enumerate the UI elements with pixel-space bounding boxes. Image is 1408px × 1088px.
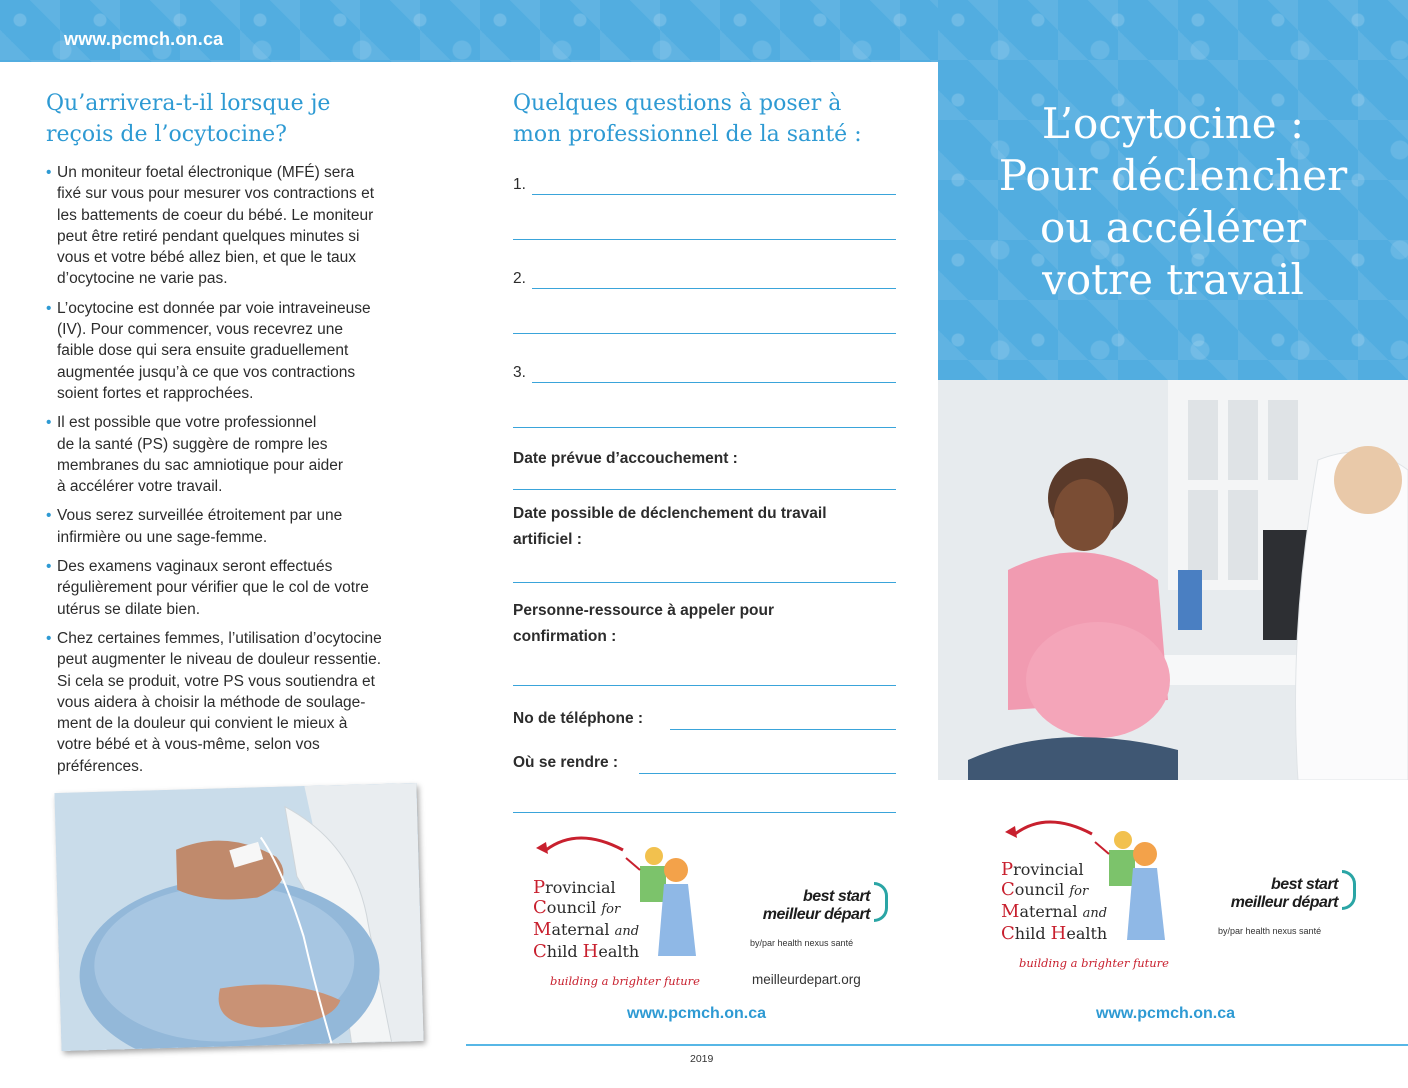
question-1-line-b[interactable] [513, 239, 896, 240]
heading-line: mon professionnel de la santé : [513, 122, 862, 147]
bullet-line: utérus se dilate bien. [57, 600, 201, 618]
pcmch-rest: ealth [1066, 924, 1108, 943]
induction-date-label [513, 501, 913, 553]
top-banner [0, 0, 938, 62]
pcmch-small: and [614, 924, 640, 939]
pcmch-cap: H [1050, 923, 1067, 944]
pcmch-rest: rovincial [545, 878, 616, 897]
bullet-line: votre bébé et à vous-même, selon vos [57, 736, 320, 754]
contact-person-label [513, 598, 913, 650]
cover-title-line: votre travail [1042, 255, 1304, 304]
bullet-line: Vous serez surveillée étroitement par une [57, 507, 343, 525]
heading-line: reçois de l’ocytocine? [46, 122, 287, 147]
bullet-line: Si cela se produit, votre PS vous soutiendra et [57, 672, 375, 690]
bullet-line: L’ocytocine est donnée par voie intraveineuse [57, 299, 371, 317]
photo-illustration [54, 783, 423, 1051]
contact-person-field[interactable] [513, 685, 896, 686]
bullet-line: vous et votre bébé allez bien, et que le taux [57, 249, 357, 267]
best-start-line2: meilleur départ [1230, 894, 1338, 911]
health-nexus-credit: by/par health nexus santé [750, 938, 854, 948]
pcmch-cap: M [533, 919, 552, 940]
photo-consultation [938, 380, 1408, 780]
pcmch-cap: C [1001, 879, 1015, 900]
question-3-line-b[interactable] [513, 427, 896, 428]
bullet-item [46, 162, 441, 290]
pcmch-small: and [1082, 906, 1108, 921]
question-number: 3. [513, 364, 526, 381]
bottom-divider [466, 1044, 1408, 1046]
bullet-line: les battements de coeur du bébé. Le moniteur [57, 206, 374, 224]
bullet-line: préférences. [57, 757, 144, 775]
bullet-line: membranes du sac amniotique pour aider [57, 456, 344, 474]
heading-line: Qu’arrivera-t-il lorsque je [46, 91, 331, 116]
bullet-line: peut augmenter le niveau de douleur ressentie. [57, 651, 381, 669]
bullet-line: peut être retiré pendant quelques minutes si [57, 227, 360, 245]
cover-title-line: ou accélérer [1040, 203, 1306, 252]
bullet-line: de la santé (PS) suggère de rompre les [57, 435, 328, 453]
best-start-logo [740, 888, 870, 924]
where-field-b[interactable] [513, 812, 896, 813]
due-date-field[interactable] [513, 489, 896, 490]
pcmch-line [1001, 860, 1107, 880]
pcmch-cap: M [1001, 901, 1020, 922]
bullet-line: régulièrement pour vérifier que le col de votre [57, 579, 369, 597]
bullet-item [46, 298, 441, 404]
bullet-line: soient fortes et rapprochées. [57, 384, 254, 402]
pcmch-cap: P [1001, 859, 1014, 880]
bullet-item [46, 628, 441, 777]
question-number: 2. [513, 270, 526, 287]
pcmch-line [1001, 924, 1107, 944]
best-start-line1: best start [802, 888, 870, 905]
induction-date-field[interactable] [513, 582, 896, 583]
bullet-line: infirmière ou une sage-femme. [57, 528, 268, 546]
question-1-line-a[interactable] [532, 194, 896, 195]
pcmch-rest: aternal [551, 920, 615, 939]
pcmch-rest: ealth [598, 942, 640, 961]
pcmch-logo-text [1001, 860, 1107, 944]
pcmch-rest: ouncil [546, 898, 602, 917]
pcmch-cap: C [533, 897, 547, 918]
pcmch-line [1001, 880, 1107, 902]
bullet-line: faible dose qui sera ensuite graduellement [57, 342, 349, 360]
bullet-item [46, 505, 441, 548]
bullet-line: Il est possible que votre professionnel [57, 414, 317, 432]
pcmch-line [1001, 902, 1107, 924]
bullet-dot-icon: • [46, 414, 52, 432]
where-label: Où se rendre : [513, 754, 619, 771]
pcmch-link[interactable]: www.pcmch.on.ca [627, 1005, 766, 1022]
bullet-line: (IV). Pour commencer, vous recevrez une [57, 321, 344, 339]
question-3-line-a[interactable] [532, 382, 896, 383]
photo-illustration [938, 380, 1408, 780]
bullet-line: d’ocytocine ne varie pas. [57, 270, 228, 288]
pcmch-line [533, 920, 639, 942]
pcmch-small: for [601, 902, 621, 917]
bullet-line: Chez certaines femmes, l’utilisation d’ocytocine [57, 629, 382, 647]
pcmch-cap: C [533, 941, 547, 962]
pcmch-rest: aternal [1019, 902, 1083, 921]
pcmch-line [533, 878, 639, 898]
cover-title-line: Pour déclencher [998, 151, 1348, 200]
bullet-item [46, 412, 441, 497]
pcmch-cap: P [533, 877, 546, 898]
cover-panel [938, 0, 1408, 380]
bullet-dot-icon: • [46, 629, 52, 647]
bullet-dot-icon: • [46, 507, 52, 525]
bullet-line: ment de la douleur qui convient le mieux à [57, 715, 348, 733]
pcmch-tagline: building a brighter future [550, 974, 700, 988]
bullet-list [46, 162, 441, 785]
section-heading-questions [513, 88, 923, 150]
pcmch-rest: hild [1014, 924, 1051, 943]
pcmch-link[interactable]: www.pcmch.on.ca [1096, 1005, 1235, 1022]
banner-url-link[interactable]: www.pcmch.on.ca [64, 29, 224, 49]
bullet-line: à accélérer votre travail. [57, 478, 223, 496]
bullet-line: Des examens vaginaux seront effectués [57, 558, 333, 576]
bullet-line: vous aidera à choisir la méthode de soulage- [57, 693, 366, 711]
pcmch-logo-text [533, 878, 639, 962]
best-start-line1: best start [1270, 876, 1338, 893]
bullet-line: fixé sur vous pour mesurer vos contractions et [57, 185, 375, 203]
where-field-a[interactable] [639, 773, 896, 774]
pcmch-rest: rovincial [1013, 860, 1084, 879]
best-start-arc-icon [1342, 870, 1356, 910]
label-line: Date possible de déclenchement du travail [513, 505, 827, 522]
bullet-item [46, 556, 441, 620]
photo-pregnant-belly-iv [54, 783, 423, 1051]
question-number: 1. [513, 176, 526, 193]
pcmch-line [533, 898, 639, 920]
pcmch-line [533, 942, 639, 962]
best-start-arc-icon [874, 882, 888, 922]
question-2-line-b[interactable] [513, 333, 896, 334]
health-nexus-credit: by/par health nexus santé [1218, 926, 1322, 936]
pcmch-tagline: building a brighter future [1019, 956, 1169, 970]
pcmch-cap: H [582, 941, 599, 962]
pcmch-cap: C [1001, 923, 1015, 944]
phone-field[interactable] [670, 729, 896, 730]
best-start-line2: meilleur départ [762, 906, 870, 923]
pcmch-rest: hild [546, 942, 583, 961]
bullet-dot-icon: • [46, 558, 52, 576]
label-line: Personne-ressource à appeler pour [513, 602, 775, 619]
best-start-logo [1208, 876, 1338, 912]
cover-title [938, 98, 1408, 306]
bullet-line: Un moniteur foetal électronique (MFÉ) sera [57, 164, 355, 181]
heading-line: Quelques questions à poser à [513, 91, 842, 116]
meilleur-depart-link[interactable]: meilleurdepart.org [752, 972, 861, 987]
cover-title-line: L’ocytocine : [1041, 99, 1305, 148]
publication-year: 2019 [690, 1053, 714, 1065]
section-heading-what-happens [46, 88, 426, 150]
bullet-line: augmentée jusqu’à ce que vos contractions [57, 363, 356, 381]
bullet-dot-icon: • [46, 164, 52, 181]
due-date-label: Date prévue d’accouchement : [513, 450, 738, 467]
pcmch-small: for [1069, 884, 1089, 899]
label-line: confirmation : [513, 628, 617, 645]
question-2-line-a[interactable] [532, 288, 896, 289]
pcmch-rest: ouncil [1014, 880, 1070, 899]
label-line: artificiel : [513, 531, 582, 548]
phone-label: No de téléphone : [513, 710, 644, 727]
bullet-dot-icon: • [46, 299, 52, 317]
